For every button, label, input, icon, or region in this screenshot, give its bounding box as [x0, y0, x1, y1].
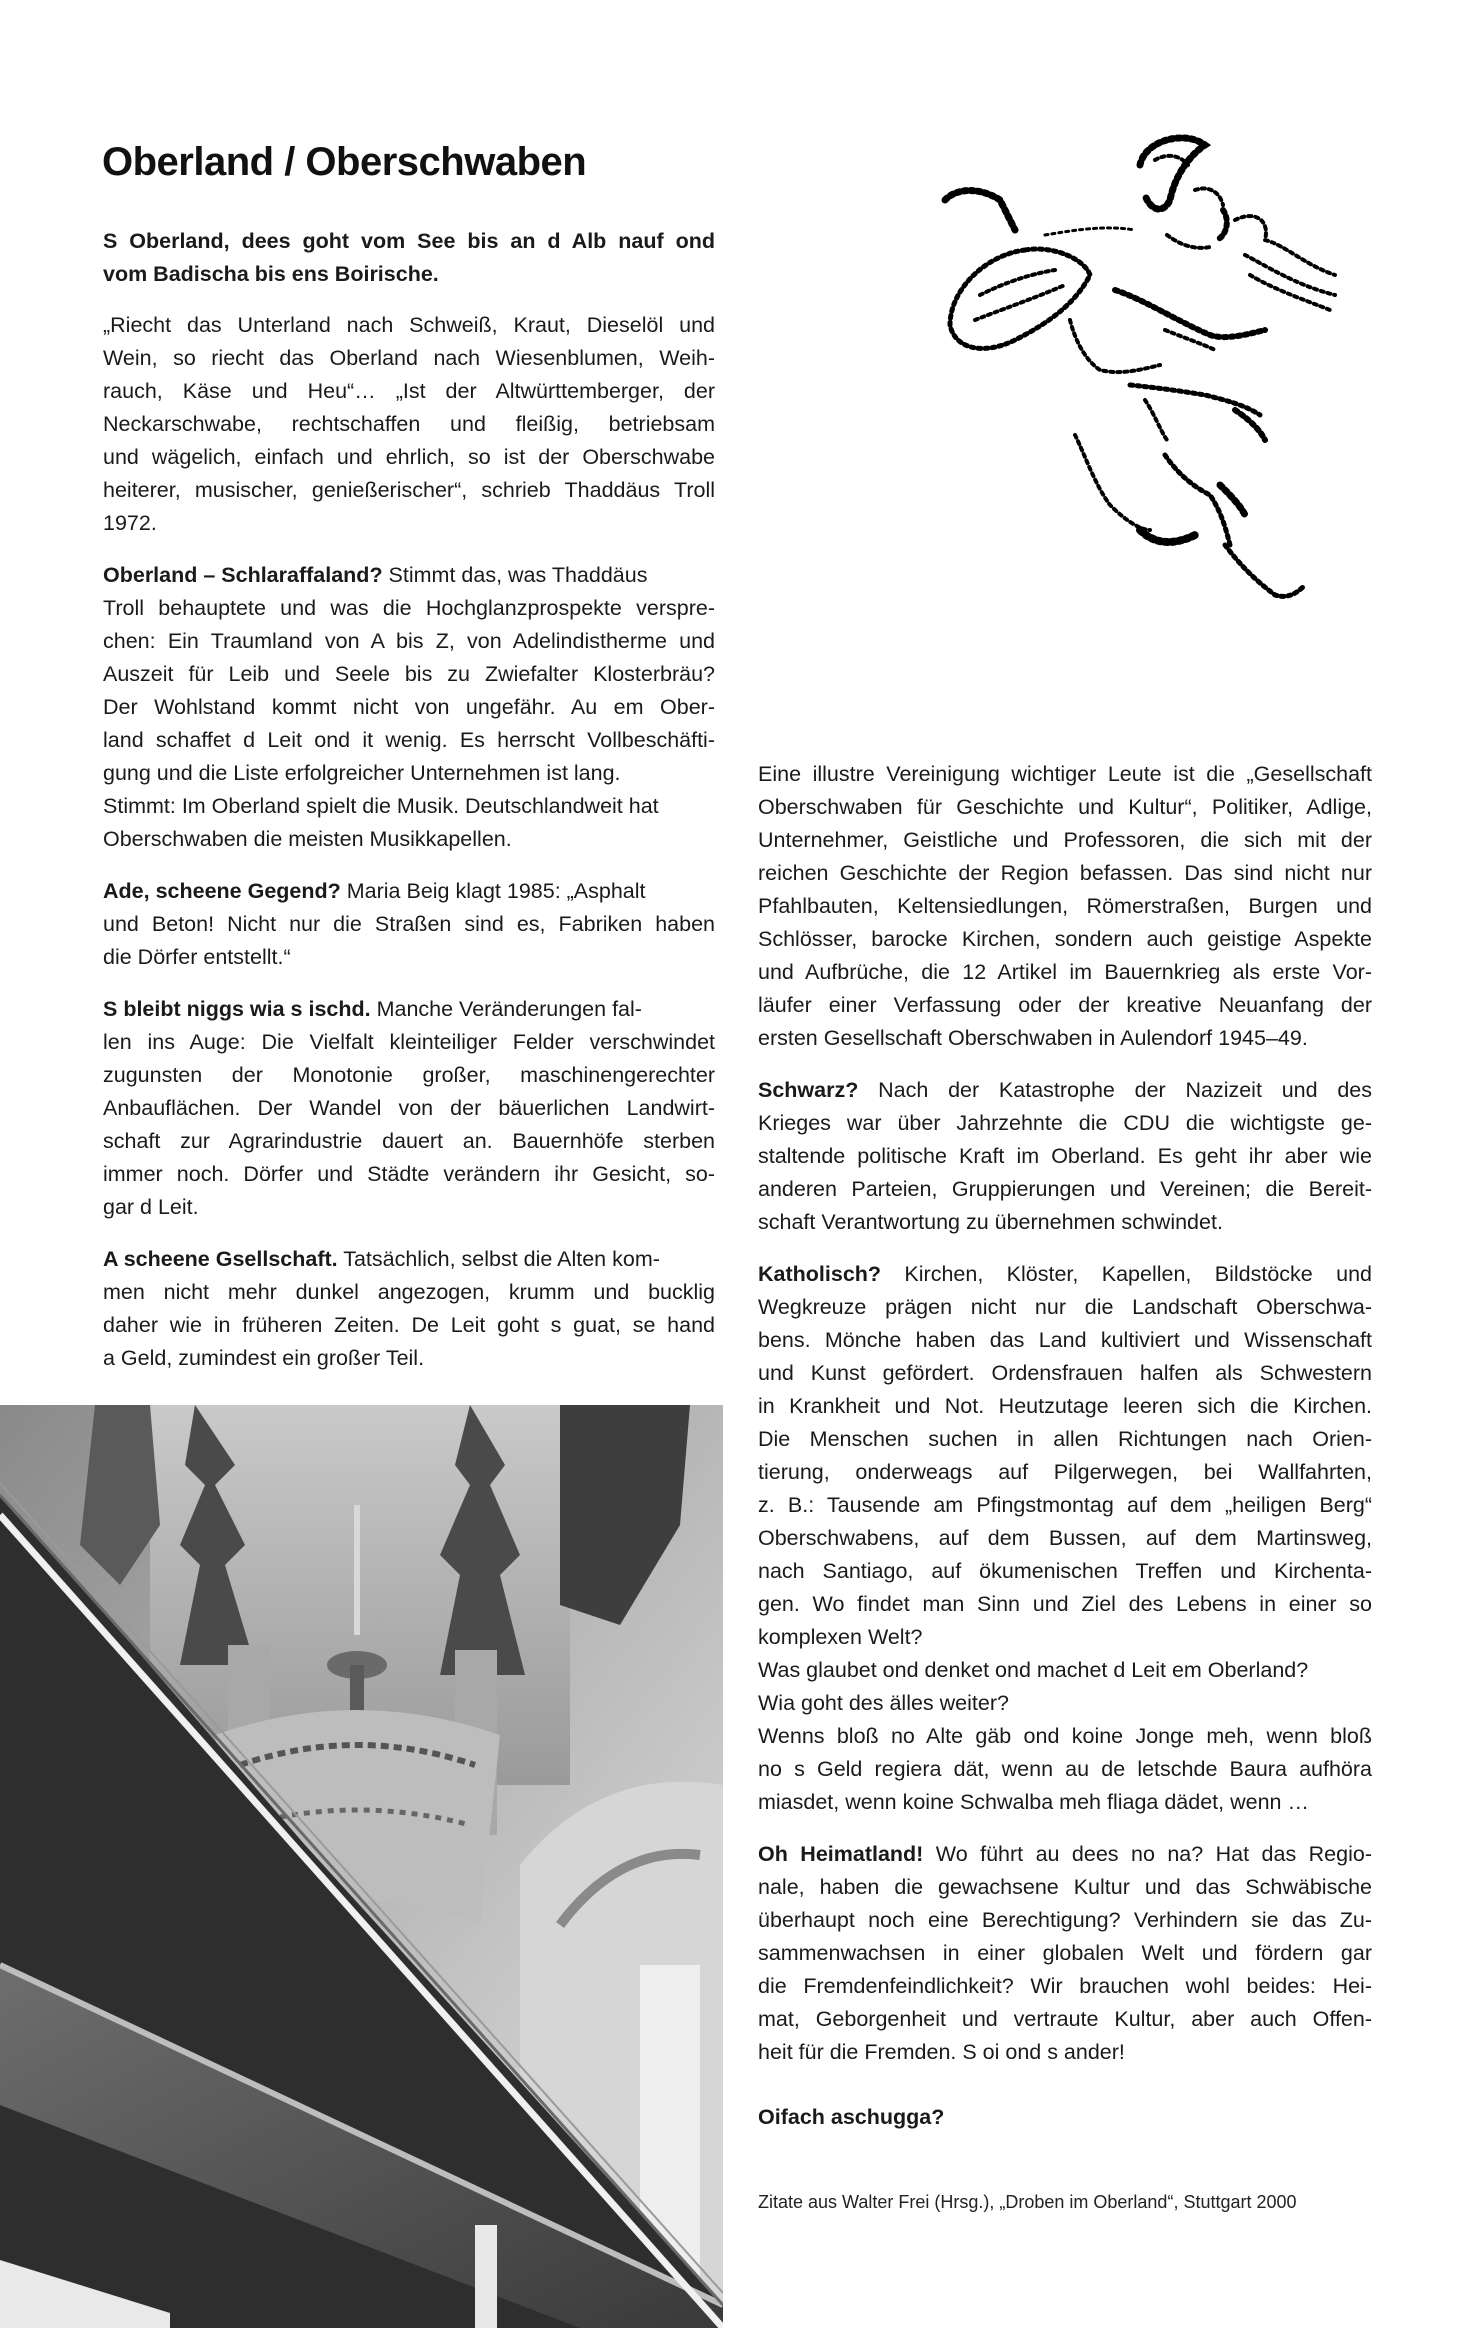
left-column: [103, 225, 715, 1394]
text-line: Katholisch? Kirchen, Klöster, Kapellen, Bildstöcke und: [758, 1262, 1372, 1286]
text-line: Oberland – Schlaraffaland? Stimmt das, was Thaddäus: [103, 563, 648, 587]
cherub-drawing-icon: [905, 125, 1345, 710]
section-heading: Katholisch?: [758, 1262, 882, 1286]
text-line: Schwarz? Nach der Katastrophe der Nazizeit und des: [758, 1078, 1372, 1102]
paragraph-katholisch: [758, 1258, 1372, 1819]
closing-question: Oifach aschugga?: [758, 2105, 945, 2129]
text-line: Wenns bloß no Alte gäb ond koine Jonge meh, wenn bloß: [758, 1724, 1372, 1748]
text-line: A scheene Gsellschaft. Tatsächlich, selbst die Alten kom-: [103, 1247, 660, 1271]
text-line: anderen Parteien, Gruppierungen und Vereinen; die Bereit-: [758, 1177, 1372, 1201]
text-line: und Kunst gefördert. Ordensfrauen halfen als Schwestern: [758, 1361, 1372, 1385]
text-line: land schaffet d Leit ond it wenig. Es herrscht Vollbeschäfti-: [103, 728, 715, 752]
paragraph-scheene-gsellschaft: [103, 1243, 715, 1375]
text-line: Troll behauptete und was die Hochglanzprospekte verspre-: [103, 596, 715, 620]
text-line: staltende politische Kraft im Oberland. Es geht ihr aber wie: [758, 1144, 1372, 1168]
text-line: Stimmt: Im Oberland spielt die Musik. Deutschlandweit hat: [103, 794, 659, 818]
text-line: Eine illustre Vereinigung wichtiger Leute ist die „Gesellschaft: [758, 762, 1372, 786]
cherub-illustration: [905, 125, 1345, 710]
lead-paragraph: [103, 225, 715, 291]
text-line: die Fremdenfeindlichkeit? Wir brauchen wohl beides: Hei-: [758, 1974, 1372, 1998]
text-line: zugunsten der Monotonie großer, maschinengerechter: [103, 1063, 715, 1087]
text-line: und wägelich, einfach und ehrlich, so ist der Oberschwabe: [103, 445, 715, 469]
text-line: Unternehmer, Geistliche und Professoren, die sich mit der: [758, 828, 1372, 852]
text-line: Auszeit für Leib und Seele bis zu Zwiefalter Klosterbräu?: [103, 662, 715, 686]
text-line: Neckarschwabe, rechtschaffen und fleißig, betriebsam: [103, 412, 715, 436]
text-line: Wia goht des älles weiter?: [758, 1691, 1009, 1715]
text-line: überhaupt noch eine Berechtigung? Verhindern sie das Zu-: [758, 1908, 1372, 1932]
paragraph-ade-scheene-gegend: [103, 875, 715, 974]
text-line: schaft Verantwortung zu übernehmen schwindet.: [758, 1210, 1223, 1234]
text-line: Pfahlbauten, Keltensiedlungen, Römerstraßen, Burgen und: [758, 894, 1372, 918]
section-heading: Ade, scheene Gegend?: [103, 879, 341, 903]
text-line: miasdet, wenn koine Schwalba meh fliaga dädet, wenn …: [758, 1790, 1309, 1814]
paragraph-oh-heimatland: [758, 1838, 1372, 2069]
text-line: und Beton! Nicht nur die Straßen sind es, Fabriken haben: [103, 912, 715, 936]
text-line: immer noch. Dörfer und Städte verändern ihr Gesicht, so-: [103, 1162, 715, 1186]
text-line: Oh Heimatland! Wo führt au dees no na? Hat das Regio-: [758, 1842, 1372, 1866]
text-line: Oberschwaben die meisten Musikkapellen.: [103, 827, 512, 851]
text-line: heit für die Fremden. S oi ond s ander!: [758, 2040, 1125, 2064]
section-heading: Schwarz?: [758, 1078, 859, 1102]
paragraph-gesellschaft-oberschwaben: [758, 758, 1372, 1055]
text-line: Krieges war über Jahrzehnte die CDU die wichtigste ge-: [758, 1111, 1372, 1135]
section-heading: Oberland – Schlaraffaland?: [103, 563, 383, 587]
text-line: gen. Wo findet man Sinn und Ziel des Lebens in einer so: [758, 1592, 1372, 1616]
text-line: a Geld, zumindest ein großer Teil.: [103, 1346, 425, 1370]
text-line: z. B.: Tausende am Pfingstmontag auf dem „heiligen Berg“: [758, 1493, 1372, 1517]
text-line: rauch, Käse und Heu“… „Ist der Altwürttemberger, der: [103, 379, 715, 403]
text-line: schaft zur Agrarindustrie dauert an. Bauernhöfe sterben: [103, 1129, 715, 1153]
text-line: in Krankheit und Not. Heutzutage leeren sich die Kirchen.: [758, 1394, 1372, 1418]
text-line: sammenwachsen in einer globalen Welt und fördern gar: [758, 1941, 1372, 1965]
text-line: Schlösser, barocke Kirchen, sondern auch geistige Aspekte: [758, 927, 1372, 951]
text-line: Wegkreuze prägen nicht nur die Landschaft Oberschwa-: [758, 1295, 1372, 1319]
text-line: komplexen Welt?: [758, 1625, 923, 1649]
text-line: reichen Geschichte der Region befassen. Das sind nicht nur: [758, 861, 1372, 885]
text-line: tierung, onderweags auf Pilgerwegen, bei Wallfahrten,: [758, 1460, 1372, 1484]
text-line: men nicht mehr dunkel angezogen, krumm und bucklig: [103, 1280, 715, 1304]
section-heading: S bleibt niggs wia s ischd.: [103, 997, 371, 1021]
text-line: Oberschwaben für Geschichte und Kultur“, Politiker, Adlige,: [758, 795, 1372, 819]
paragraph-schlaraffaland: [103, 559, 715, 856]
section-heading: Oh Heimatland!: [758, 1842, 924, 1866]
lead-line: S Oberland, dees goht vom See bis an d Alb nauf ond: [103, 229, 715, 253]
text-line: Ade, scheene Gegend? Maria Beig klagt 1985: „Asphalt: [103, 879, 646, 903]
text-line: „Riecht das Unterland nach Schweiß, Kraut, Dieselöl und: [103, 313, 715, 337]
text-line: läufer einer Verfassung oder der kreative Neuanfang der: [758, 993, 1372, 1017]
text-line: Die Menschen suchen in allen Richtungen nach Orien-: [758, 1427, 1372, 1451]
paragraph-s-bleibt-niggs: [103, 993, 715, 1224]
text-line: len ins Auge: Die Vielfalt kleinteiliger Felder verschwindet: [103, 1030, 715, 1054]
text-line: Wein, so riecht das Oberland nach Wiesenblumen, Weih-: [103, 346, 715, 370]
bridge-church-photo: [0, 1405, 723, 2328]
right-column: [758, 758, 1372, 2088]
text-line: gar d Leit.: [103, 1195, 199, 1219]
text-line: chen: Ein Traumland von A bis Z, von Adelindistherme und: [103, 629, 715, 653]
text-line: ersten Gesellschaft Oberschwaben in Aulendorf 1945–49.: [758, 1026, 1308, 1050]
text-line: daher wie in früheren Zeiten. De Leit goht s guat, se hand: [103, 1313, 715, 1337]
text-line: mat, Geborgenheit und vertraute Kultur, aber auch Offen-: [758, 2007, 1372, 2031]
text-line: Anbauflächen. Der Wandel von der bäuerlichen Landwirt-: [103, 1096, 715, 1120]
text-line: S bleibt niggs wia s ischd. Manche Veränderungen fal-: [103, 997, 642, 1021]
text-line: 1972.: [103, 511, 157, 535]
text-line: die Dörfer entstellt.“: [103, 945, 291, 969]
text-line: und Aufbrüche, die 12 Artikel im Bauernkrieg als erste Vor-: [758, 960, 1372, 984]
paragraph-schwarz: [758, 1074, 1372, 1239]
text-line: gung und die Liste erfolgreicher Unternehmen ist lang.: [103, 761, 621, 785]
text-line: nale, haben die gewachsene Kultur und das Schwäbische: [758, 1875, 1372, 1899]
photo-image-icon: [0, 1405, 723, 2328]
text-line: nach Santiago, auf ökumenischen Treffen und Kirchenta-: [758, 1559, 1372, 1583]
source-footnote: Zitate aus Walter Frei (Hrsg.), „Droben im Oberland“, Stuttgart 2000: [758, 2192, 1297, 2212]
paragraph-troll-quote: [103, 309, 715, 540]
text-line: heiterer, musischer, genießerischer“, schrieb Thaddäus Troll: [103, 478, 715, 502]
text-line: bens. Mönche haben das Land kultiviert und Wissenschaft: [758, 1328, 1372, 1352]
text-line: Oberschwabens, auf dem Bussen, auf dem Martinsweg,: [758, 1526, 1372, 1550]
text-line: no s Geld regiera dät, wenn au de letschde Baura aufhöra: [758, 1757, 1372, 1781]
page-title: Oberland / Oberschwaben: [102, 140, 587, 184]
text-line: Der Wohlstand kommt nicht von ungefähr. Au em Ober-: [103, 695, 715, 719]
section-heading: A scheene Gsellschaft.: [103, 1247, 338, 1271]
text-line: Was glaubet ond denket ond machet d Leit em Oberland?: [758, 1658, 1309, 1682]
lead-line: vom Badischa bis ens Boirische.: [103, 262, 439, 286]
